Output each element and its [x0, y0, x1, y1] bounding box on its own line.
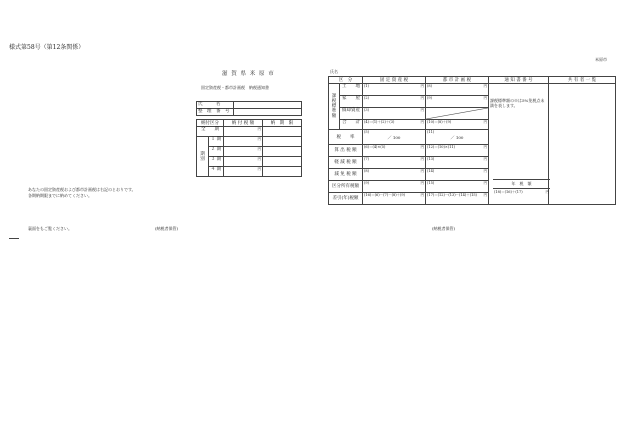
- yen-unit: 円: [420, 169, 424, 173]
- yen-unit: 円: [420, 193, 424, 197]
- yen-unit: 円: [257, 167, 261, 171]
- yen-unit: 円: [257, 127, 261, 131]
- right-name-label: 氏名: [330, 69, 338, 74]
- formula: (12)＝(10)×(11): [427, 145, 455, 149]
- bottom-note: 裏面をもご覧ください。: [28, 226, 72, 231]
- annual-formula: (18)＝(16)＋(17): [494, 190, 523, 194]
- formula: (6)＝(4)×(5): [364, 145, 386, 149]
- rate-denominator: 100: [455, 135, 464, 140]
- installment-4: ４ 期: [209, 167, 224, 177]
- row-label: 差引(年)税額: [329, 193, 363, 205]
- yen-unit: 円: [483, 96, 487, 100]
- col-header: 都 市 計 画 税: [426, 77, 489, 84]
- formula: (11): [427, 130, 435, 134]
- taxpayer-box: [196, 101, 302, 116]
- ref-value: [234, 109, 302, 116]
- pay-header: 納付区分: [197, 120, 224, 127]
- col-header: 区 分: [329, 77, 363, 84]
- yen-unit: 円: [420, 181, 424, 185]
- yen-unit: 円: [483, 84, 487, 88]
- yen-unit: 円: [257, 137, 261, 141]
- ref-label: 整 理 番 号: [197, 109, 234, 116]
- exemption-note: 課税標準額の※は5%免税点未満を表します。: [490, 98, 545, 108]
- row-label: 算 出 税 額: [329, 145, 363, 157]
- form-number: 様式第58号（第12条関係）: [9, 44, 85, 51]
- row-label: 家 屋: [340, 96, 363, 108]
- col-header: 通 知 書 番 号: [489, 77, 549, 84]
- formula: (16)＝(6)－(7)－(8)＋(9): [364, 193, 406, 197]
- name-value: [234, 102, 302, 109]
- yen-unit: 円: [257, 157, 261, 161]
- rate-denominator: 100: [392, 135, 401, 140]
- keep-label-right: (納税者保管): [432, 226, 456, 231]
- group-label: 課税標準額: [329, 84, 340, 130]
- formula: (9): [364, 181, 369, 185]
- yen-unit: 円: [483, 120, 487, 124]
- city-label: 米原市: [595, 57, 607, 62]
- formula: (15): [427, 181, 435, 185]
- yen-unit: 円: [420, 145, 424, 149]
- yen-unit: 円: [483, 145, 487, 149]
- yen-unit: 円: [420, 96, 424, 100]
- formula: (9): [427, 96, 432, 100]
- annual-box: [493, 179, 550, 196]
- row-label: 償却資産: [340, 108, 363, 120]
- pay-header: 納 期 限: [263, 120, 302, 127]
- formula: (10)＝(8)＋(9): [427, 120, 452, 124]
- pay-header: 納 付 税 額: [224, 120, 263, 127]
- notice-line-1: あなたの固定資産税および都市計画税は右記のとおりです。: [28, 187, 136, 192]
- row-label: 区分所有税額: [329, 181, 363, 193]
- formula: (13): [427, 157, 435, 161]
- col-header: 固 定 資 産 税: [363, 77, 426, 84]
- row-label: 減 免 税 額: [329, 169, 363, 181]
- yen-unit: 円: [483, 181, 487, 185]
- yen-unit: 円: [420, 108, 424, 112]
- formula: (2): [364, 96, 369, 100]
- formula: (4)＝(1)＋(2)＋(3): [364, 120, 395, 124]
- tax-table: 区 分 固 定 資 産 税 都 市 計 画 税 通 知 書 番 号 共 有 者 一 覧 課税標準額 土 地 (1) 円 (8) 円 課税標準額の※は5%免税点未満を表します。 家 屋 (2) 円 (9) 円 償却資産 (3) 円 合 計 (4)＝(1)＋(2)＋(3) 円 (10)＝(8)＋(9) 円 税 率 (5) ／ 100 (11) ／ 100 算 出 税 額 (6)＝(4)×(5) 円 (12)＝(10)×(11) 円 軽 減 税 額 (7) 円 (13) 円 減 免 税 額 (8) 円 (14) 円 区分所有税額 (9) 円 (15) 円 差引(年)税額 (16)＝(6)－(7)－(8)＋(9) 円 (17)＝(12)－(13)－(14)＋(15) 円: [328, 76, 616, 205]
- yen-unit: 円: [483, 169, 487, 173]
- row-label: 税 率: [329, 130, 363, 145]
- formula: (5): [364, 130, 369, 134]
- payment-table: [196, 119, 302, 177]
- installment-2: ２ 期: [209, 147, 224, 157]
- formula: (8): [364, 169, 369, 173]
- formula: (1): [364, 84, 369, 88]
- yen-unit: 円: [420, 120, 424, 124]
- installment-1: １ 期: [209, 137, 224, 147]
- yen-unit: 円: [257, 147, 261, 151]
- cut-mark: [9, 238, 19, 239]
- installment-label: 期 別: [197, 137, 209, 177]
- col-header: 共 有 者 一 覧: [549, 77, 616, 84]
- yen-unit: 円: [483, 157, 487, 161]
- total-label: 全 期: [197, 127, 224, 137]
- yen-unit: 円: [420, 157, 424, 161]
- formula: (3): [364, 108, 369, 112]
- name-label: 氏 名: [197, 102, 234, 109]
- formula: (17)＝(12)－(13)－(14)＋(15): [427, 193, 477, 197]
- yen-unit: 円: [545, 190, 549, 194]
- notice-line-2: 各期納期限までに納めてください。: [28, 193, 92, 198]
- formula: (8): [427, 84, 432, 88]
- keep-label-left: (納税者保管): [155, 226, 179, 231]
- formula: (14): [427, 169, 435, 173]
- diagonal-line: [426, 108, 488, 119]
- notice-title: 固定資産税・都市計画税 納税通知書: [201, 85, 269, 90]
- row-label: 土 地: [340, 84, 363, 96]
- formula: (7): [364, 157, 369, 161]
- annual-label: 年 税 額: [511, 181, 532, 186]
- installment-3: ３ 期: [209, 157, 224, 167]
- row-label: 軽 減 税 額: [329, 157, 363, 169]
- address-line: 滋 賀 県 米 原 市: [222, 71, 275, 77]
- yen-unit: 円: [483, 193, 487, 197]
- yen-unit: 円: [420, 84, 424, 88]
- row-label: 合 計: [340, 120, 363, 130]
